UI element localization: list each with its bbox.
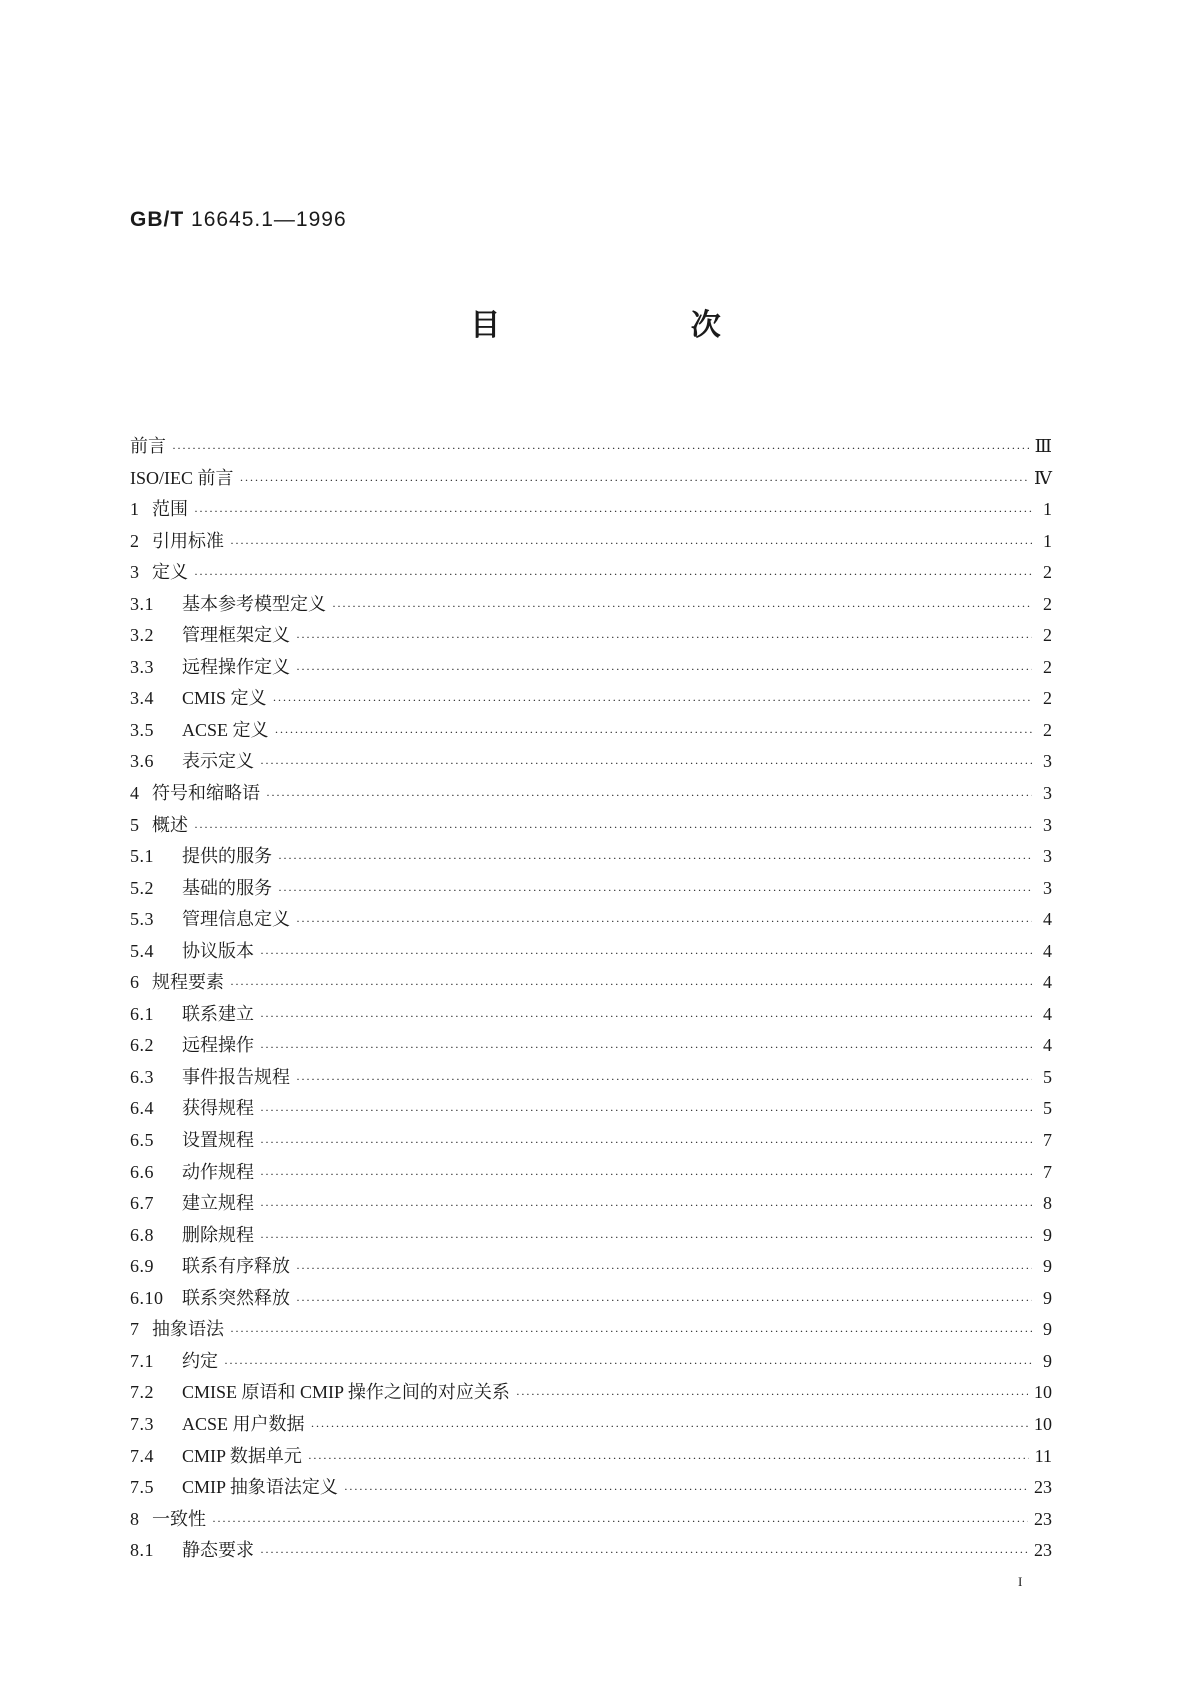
toc-entry[interactable] xyxy=(130,1031,1052,1063)
toc-entry[interactable] xyxy=(130,747,1052,779)
standard-number: 16645.1—1996 xyxy=(191,208,347,231)
toc-dot-leader xyxy=(260,1040,1032,1055)
toc-entry-page: 2 xyxy=(1043,625,1052,646)
toc-dot-leader xyxy=(332,599,1032,614)
toc-entry-number: 3.6 xyxy=(130,751,154,772)
toc-dot-leader xyxy=(275,725,1032,740)
toc-entry[interactable] xyxy=(130,811,1052,843)
toc-entry-page: 3 xyxy=(1043,814,1052,835)
toc-entry-title: 删除规程 xyxy=(182,1224,254,1245)
toc-entry[interactable] xyxy=(130,779,1052,811)
toc-entry-title: 协议版本 xyxy=(182,940,254,961)
toc-entry-number: 7.3 xyxy=(130,1413,154,1434)
toc-entry-page: 7 xyxy=(1043,1161,1052,1182)
toc-entry[interactable] xyxy=(130,1473,1052,1505)
toc-entry-page: 5 xyxy=(1043,1066,1052,1087)
toc-entry-page: 10 xyxy=(1034,1413,1052,1434)
toc-entry[interactable] xyxy=(130,1315,1052,1347)
toc-entry-page: 23 xyxy=(1034,1508,1052,1529)
toc-entry-page: 10 xyxy=(1034,1382,1052,1403)
toc-entry[interactable] xyxy=(130,937,1052,969)
toc-entry-title: 一致性 xyxy=(152,1508,206,1529)
toc-entry-title: 定义 xyxy=(152,562,188,583)
toc-entry[interactable] xyxy=(130,1284,1052,1316)
standard-prefix: GB/T xyxy=(130,208,185,231)
toc-entry[interactable] xyxy=(130,653,1052,685)
toc-dot-leader xyxy=(278,883,1032,898)
toc-entry-title: CMIS 定义 xyxy=(182,688,267,709)
toc-entry-page: 2 xyxy=(1043,593,1052,614)
toc-entry[interactable] xyxy=(130,590,1052,622)
toc-dot-leader xyxy=(296,1072,1032,1087)
toc-entry-number: 6.7 xyxy=(130,1193,154,1214)
toc-entry[interactable] xyxy=(130,464,1052,496)
toc-dot-leader xyxy=(230,536,1032,551)
toc-entry-number: 6.5 xyxy=(130,1130,154,1151)
toc-entry-number: 3.5 xyxy=(130,719,154,740)
toc-entry-number: 7.1 xyxy=(130,1350,154,1371)
toc-entry-number: 7 xyxy=(130,1319,140,1340)
toc-entry-number: 5 xyxy=(130,814,140,835)
toc-entry-title: 抽象语法 xyxy=(152,1319,224,1340)
toc-dot-leader xyxy=(296,914,1032,929)
toc-dot-leader xyxy=(278,851,1032,866)
toc-entry-number: 5.2 xyxy=(130,877,154,898)
toc-entry-number: 5.1 xyxy=(130,846,154,867)
toc-entry-title: 范围 xyxy=(152,499,188,520)
toc-entry[interactable] xyxy=(130,1000,1052,1032)
toc-entry-page: 3 xyxy=(1043,846,1052,867)
toc-entry-title: 前言 xyxy=(130,436,166,456)
toc-entry-page: 9 xyxy=(1043,1224,1052,1245)
toc-dot-leader xyxy=(260,946,1032,961)
toc-entry-number: 6.4 xyxy=(130,1098,154,1119)
toc-entry-page: 2 xyxy=(1043,719,1052,740)
toc-entry-title: 概述 xyxy=(152,814,188,835)
toc-entry-page: 4 xyxy=(1043,940,1052,961)
toc-entry-number: 1 xyxy=(130,499,140,520)
toc-entry-page: 23 xyxy=(1034,1540,1052,1561)
toc-dot-leader xyxy=(230,1324,1032,1339)
toc-entry-title: ACSE 用户数据 xyxy=(182,1413,305,1434)
toc-entry-page: 9 xyxy=(1043,1287,1052,1308)
toc-entry-title: 引用标准 xyxy=(152,530,224,551)
toc-entry-title: 表示定义 xyxy=(182,751,254,772)
toc-entry-page: Ⅳ xyxy=(1034,467,1052,488)
toc-entry[interactable] xyxy=(130,527,1052,559)
toc-entry-page: 9 xyxy=(1043,1319,1052,1340)
toc-dot-leader xyxy=(260,1103,1032,1118)
toc-entry-title: ACSE 定义 xyxy=(182,719,269,740)
toc-entry-title: 联系建立 xyxy=(182,1003,254,1024)
standard-code xyxy=(130,208,347,232)
toc-entry[interactable] xyxy=(130,1221,1052,1253)
toc-entry-page: 4 xyxy=(1043,1003,1052,1024)
toc-entry[interactable] xyxy=(130,1094,1052,1126)
toc-entry-number: 7.2 xyxy=(130,1382,154,1403)
toc-entry-number: 6.10 xyxy=(130,1287,164,1308)
toc-entry-page: 23 xyxy=(1034,1477,1052,1498)
toc-entry-title: 管理框架定义 xyxy=(182,625,290,646)
toc-entry-number: 6.6 xyxy=(130,1161,154,1182)
toc-entry-title: 基础的服务 xyxy=(182,877,272,898)
toc-entry[interactable] xyxy=(130,432,1052,464)
toc-entry[interactable] xyxy=(130,684,1052,716)
toc-entry-page: 9 xyxy=(1043,1350,1052,1371)
toc-dot-leader xyxy=(260,1545,1028,1560)
toc-entry[interactable] xyxy=(130,1410,1052,1442)
toc-entry-title: 事件报告规程 xyxy=(182,1066,290,1087)
toc-entry-page: 1 xyxy=(1043,530,1052,551)
toc-entry-title: 联系有序释放 xyxy=(182,1256,290,1277)
toc-entry-page: 2 xyxy=(1043,656,1052,677)
toc-entry[interactable] xyxy=(130,1378,1052,1410)
toc-entry-number: 3.2 xyxy=(130,625,154,646)
toc-dot-leader xyxy=(194,504,1032,519)
toc-entry[interactable] xyxy=(130,1536,1052,1568)
toc-entry-number: 6.2 xyxy=(130,1035,154,1056)
toc-dot-leader xyxy=(260,1230,1032,1245)
toc-entry-page: 4 xyxy=(1043,909,1052,930)
toc-entry-number: 3.3 xyxy=(130,656,154,677)
toc-entry-number: 3 xyxy=(130,562,140,583)
toc-entry-page: 11 xyxy=(1034,1445,1052,1466)
toc-dot-leader xyxy=(260,1167,1032,1182)
toc-entry[interactable] xyxy=(130,968,1052,1000)
toc-entry-number: 6.9 xyxy=(130,1256,154,1277)
toc-entry-number: 6 xyxy=(130,972,140,993)
toc-entry[interactable] xyxy=(130,558,1052,590)
toc-entry-number: 3.1 xyxy=(130,593,154,614)
toc-entry-page: 7 xyxy=(1043,1130,1052,1151)
toc-entry-title: 建立规程 xyxy=(182,1193,254,1214)
toc-dot-leader xyxy=(296,1261,1032,1276)
toc-dot-leader xyxy=(224,1356,1032,1371)
toc-dot-leader xyxy=(311,1419,1028,1434)
toc-entry-number: 7.4 xyxy=(130,1445,154,1466)
toc-entry[interactable] xyxy=(130,716,1052,748)
toc-entry[interactable] xyxy=(130,1063,1052,1095)
toc-dot-leader xyxy=(230,977,1032,992)
toc-entry-number: 8.1 xyxy=(130,1540,154,1561)
toc-entry-title: 规程要素 xyxy=(152,972,224,993)
toc-entry-title: 符号和缩略语 xyxy=(152,783,260,804)
toc-entry-title: 基本参考模型定义 xyxy=(182,593,326,614)
toc-entry[interactable] xyxy=(130,1189,1052,1221)
toc-entry[interactable] xyxy=(130,905,1052,937)
toc-entry[interactable] xyxy=(130,842,1052,874)
toc-dot-leader xyxy=(344,1482,1028,1497)
toc-entry-title: CMIP 抽象语法定义 xyxy=(182,1477,338,1498)
toc-entry-page: 3 xyxy=(1043,877,1052,898)
toc-entry-title: CMISE 原语和 CMIP 操作之间的对应关系 xyxy=(182,1382,510,1403)
toc-entry-page: 4 xyxy=(1043,1035,1052,1056)
toc-dot-leader xyxy=(260,1009,1032,1024)
toc-dot-leader xyxy=(212,1514,1028,1529)
toc-entry-page: 5 xyxy=(1043,1098,1052,1119)
page-number: I xyxy=(1018,1574,1023,1589)
toc-entry[interactable] xyxy=(130,874,1052,906)
toc-entry-title: 动作规程 xyxy=(182,1161,254,1182)
toc-entry[interactable] xyxy=(130,1158,1052,1190)
toc-entry-title: 设置规程 xyxy=(182,1130,254,1151)
toc-dot-leader xyxy=(172,441,1029,456)
toc-dot-leader xyxy=(240,473,1029,488)
toc-dot-leader xyxy=(296,630,1032,645)
toc-dot-leader xyxy=(260,1135,1032,1150)
toc-dot-leader xyxy=(273,693,1032,708)
toc-entry-page: 1 xyxy=(1043,499,1052,520)
toc-entry-page: 2 xyxy=(1043,688,1052,709)
toc-entry-number: 2 xyxy=(130,530,140,551)
toc-entry-number: 7.5 xyxy=(130,1477,154,1498)
toc-dot-leader xyxy=(516,1387,1028,1402)
toc-entry-number: 3.4 xyxy=(130,688,154,709)
toc-entry-page: 2 xyxy=(1043,562,1052,583)
toc-entry-page: 8 xyxy=(1043,1193,1052,1214)
toc-entry-page: Ⅲ xyxy=(1034,436,1052,456)
toc-dot-leader xyxy=(308,1451,1029,1466)
toc-entry-title: 远程操作 xyxy=(182,1035,254,1056)
toc-entry-number: 4 xyxy=(130,783,140,804)
toc-entry-number: 5.4 xyxy=(130,940,154,961)
toc-entry-title: 提供的服务 xyxy=(182,846,272,867)
toc-entry-number: 6.3 xyxy=(130,1066,154,1087)
toc-dot-leader xyxy=(266,788,1032,803)
toc-entry-title: ISO/IEC 前言 xyxy=(130,467,234,488)
toc-entry[interactable] xyxy=(130,621,1052,653)
toc-entry-title: 静态要求 xyxy=(182,1540,254,1561)
page-title: 目 次 xyxy=(470,308,811,343)
toc-dot-leader xyxy=(194,567,1032,582)
toc-entry-title: 联系突然释放 xyxy=(182,1287,290,1308)
toc-entry-title: 管理信息定义 xyxy=(182,909,290,930)
toc-entry-title: 获得规程 xyxy=(182,1098,254,1119)
toc-entry[interactable] xyxy=(130,1252,1052,1284)
toc-entry-title: 远程操作定义 xyxy=(182,656,290,677)
table-of-contents xyxy=(130,432,1052,1568)
toc-entry[interactable] xyxy=(130,1126,1052,1158)
toc-entry-number: 8 xyxy=(130,1508,140,1529)
toc-dot-leader xyxy=(296,1293,1032,1308)
toc-entry-number: 5.3 xyxy=(130,909,154,930)
toc-entry[interactable] xyxy=(130,1505,1052,1537)
toc-entry-title: 约定 xyxy=(182,1350,218,1371)
toc-dot-leader xyxy=(260,1198,1032,1213)
toc-entry-page: 3 xyxy=(1043,783,1052,804)
toc-entry[interactable] xyxy=(130,495,1052,527)
toc-entry-number: 6.1 xyxy=(130,1003,154,1024)
toc-entry-number: 6.8 xyxy=(130,1224,154,1245)
toc-entry-page: 4 xyxy=(1043,972,1052,993)
toc-entry[interactable] xyxy=(130,1347,1052,1379)
toc-dot-leader xyxy=(194,820,1032,835)
toc-entry-page: 9 xyxy=(1043,1256,1052,1277)
toc-entry-page: 3 xyxy=(1043,751,1052,772)
toc-entry[interactable] xyxy=(130,1442,1052,1474)
toc-dot-leader xyxy=(260,756,1032,771)
toc-dot-leader xyxy=(296,662,1032,677)
toc-entry-title: CMIP 数据单元 xyxy=(182,1445,302,1466)
